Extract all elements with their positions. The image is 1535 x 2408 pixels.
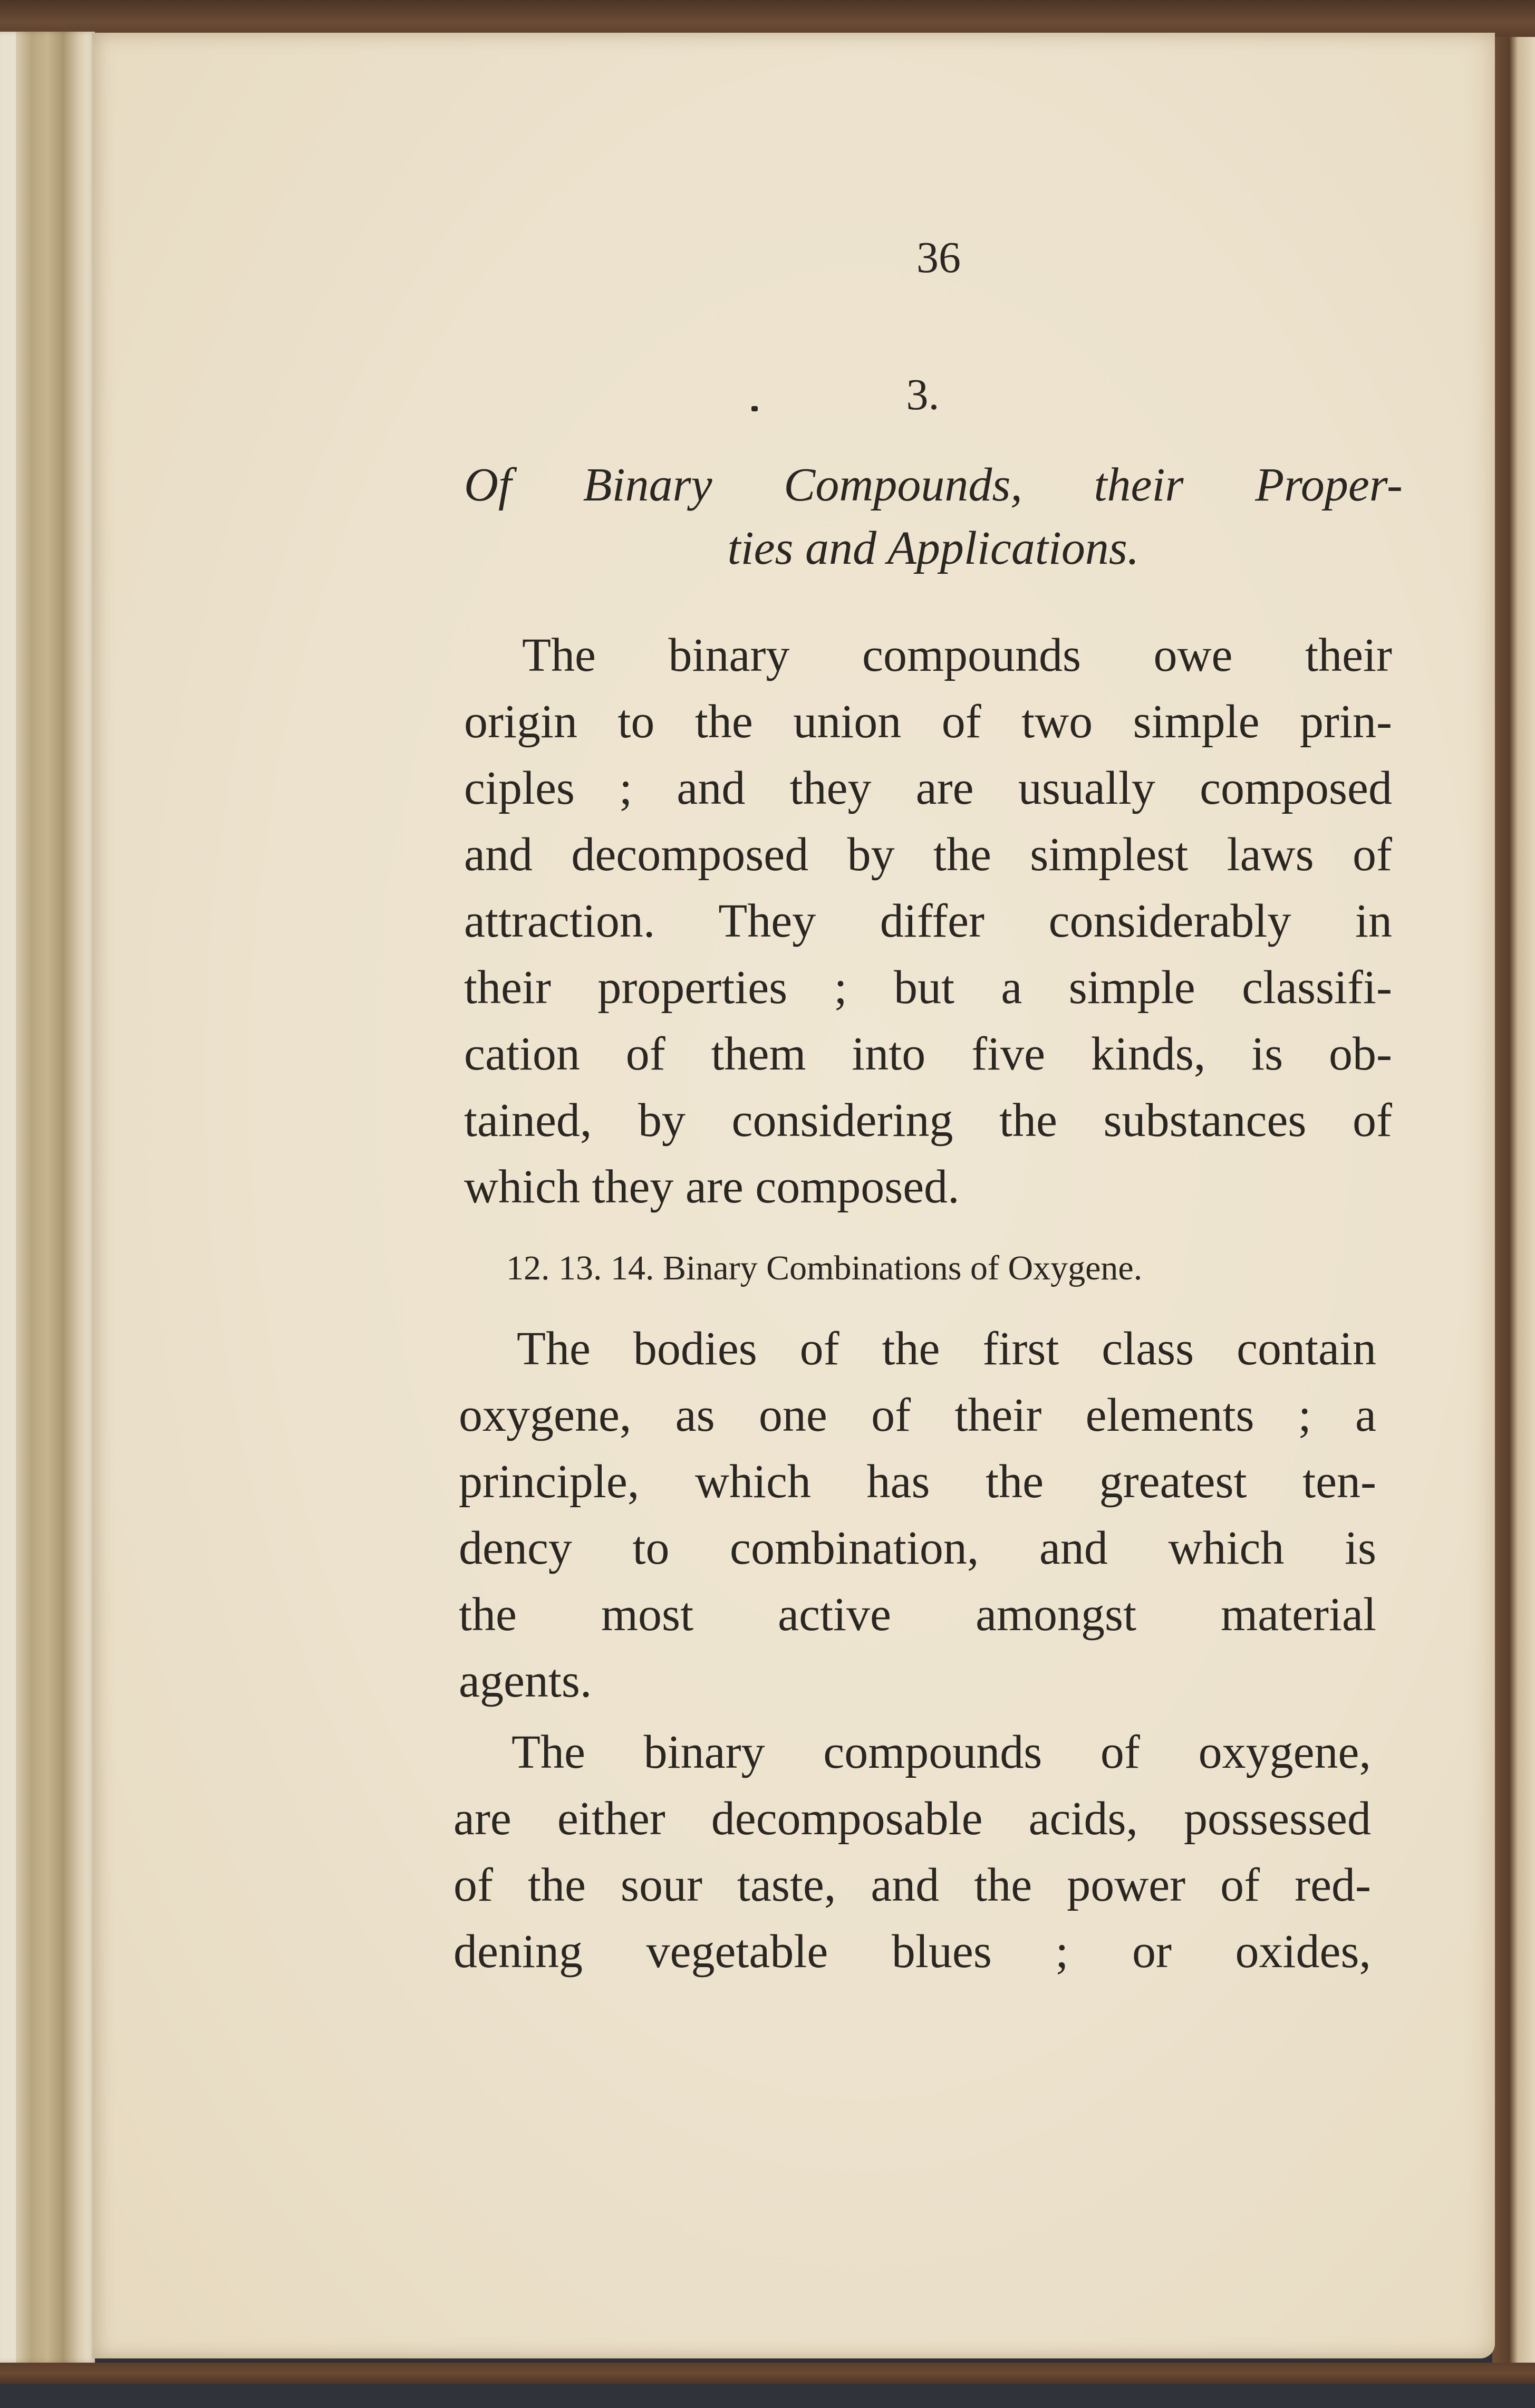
subheading: 12. 13. 14. Binary Combinations of Oxygene. <box>506 1249 1143 1287</box>
page-number: 36 <box>916 233 961 282</box>
paragraph-3 <box>453 1719 1371 1985</box>
text-line: are either decomposable acids, possessed <box>453 1793 1371 1845</box>
text-line: agents. <box>459 1655 592 1707</box>
ink-speck <box>751 406 758 411</box>
book-cover-bottom-edge <box>0 2363 1535 2384</box>
text-line: their properties ; but a simple classifi- <box>464 961 1392 1014</box>
text-line: origin to the union of two simple prin- <box>464 696 1392 748</box>
text-line: principle, which has the greatest ten- <box>459 1456 1376 1508</box>
text-line: dening vegetable blues ; or oxides, <box>453 1925 1371 1978</box>
heading-line: Of Binary Compounds, their Proper- <box>464 459 1403 511</box>
text-line: the most active amongst material <box>459 1588 1376 1641</box>
book-cover-top-edge <box>0 0 1535 37</box>
text-line: attraction. They differ considerably in <box>464 895 1392 947</box>
text-line: oxygene, as one of their elements ; a <box>459 1389 1376 1441</box>
section-number: 3. <box>906 370 940 419</box>
section-heading <box>464 454 1403 580</box>
text-line: cation of them into five kinds, is ob- <box>464 1028 1392 1080</box>
text-line: ciples ; and they are usually composed <box>464 762 1392 814</box>
paragraph-1 <box>464 622 1392 1220</box>
background-cloth <box>0 2384 1535 2408</box>
text-line: of the sour taste, and the power of red- <box>453 1859 1371 1911</box>
paragraph-2 <box>459 1316 1376 1715</box>
text-line: dency to combination, and which is <box>459 1522 1376 1574</box>
text-line: The bodies of the first class contain <box>517 1323 1376 1375</box>
heading-line: ties and Applications. <box>727 522 1140 574</box>
text-line: which they are composed. <box>464 1161 960 1213</box>
text-line: and decomposed by the simplest laws of <box>464 829 1392 881</box>
page-stack-edges <box>0 32 95 2363</box>
text-line: tained, by considering the substances of <box>464 1094 1392 1147</box>
book-cover-right-edge <box>1492 37 1535 2363</box>
text-line: The binary compounds of oxygene, <box>511 1726 1371 1778</box>
text-line: The binary compounds owe their <box>522 629 1392 681</box>
